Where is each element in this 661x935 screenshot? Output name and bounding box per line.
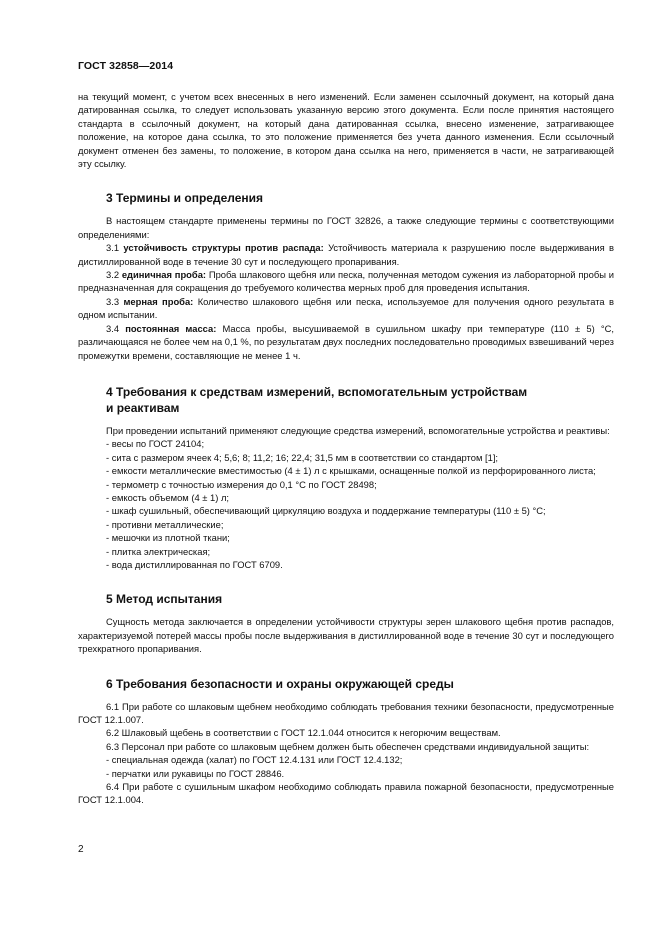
list-item: - мешочки из плотной ткани; <box>106 532 230 544</box>
list-item: - перчатки или рукавицы по ГОСТ 28846. <box>106 767 285 779</box>
term-name: единичная проба: <box>121 269 207 281</box>
document-code-header: ГОСТ 32858—2014 <box>78 60 174 72</box>
page-number: 2 <box>78 844 84 855</box>
list-item: - термометр с точностью измерения до 0,1 °С по ГОСТ 28498; <box>106 478 377 490</box>
term-name: устойчивость структуры против распада: <box>123 242 324 254</box>
list-item: - специальная одежда (халат) по ГОСТ 12.4.131 или ГОСТ 12.4.132; <box>106 754 403 766</box>
term-3-3 <box>78 295 614 322</box>
list-item: - емкости металлические вместимостью (4 ± 1) л с крышками, оснащенные полкой из перфорированного листа; <box>106 465 596 477</box>
list-item: - шкаф сушильный, обеспечивающий циркуляцию воздуха и поддержание температуры (110 ± 5) °С; <box>106 505 546 517</box>
page-body <box>78 90 614 807</box>
term-number: 3.4 <box>106 322 126 334</box>
section-3-title: 3 Термины и определения <box>106 191 264 206</box>
term-number: 3.3 <box>106 295 124 307</box>
term-definition: Проба шлакового щебня или песка, полученная методом сужения из лабораторной пробы и предназначенная для сокращения до требуемого количества мерных проб для проведения испытания. <box>78 269 614 294</box>
section-6-2: 6.2 Шлаковый щебень в соответствии с ГОСТ 12.1.044 относится к негорючим веществам. <box>106 727 501 739</box>
list-item: - сита с размером ячеек 4; 5,6; 8; 11,2; 16; 22,4; 31,5 мм в соответствии со стандартом [1]; <box>106 451 499 463</box>
list-item: - противни металлические; <box>106 518 224 530</box>
term-name: мерная проба: <box>123 295 194 307</box>
term-definition: Количество шлакового щебня или песка, используемое для получения одного результата в одном испытании. <box>78 295 615 321</box>
term-number: 3.2 <box>106 269 122 281</box>
term-definition: Масса пробы, высушиваемой в сушильном шкафу при температуре (110 ± 5) °С, различающаяся не более чем на 0,1 %, по результатам двух последних последовательно проводимых взвешиваний через промежутки времени, составляющие не менее 1 ч. <box>78 322 614 361</box>
list-item: - вода дистиллированная по ГОСТ 6709. <box>106 558 283 570</box>
term-definition: Устойчивость материала к разрушению после выдерживания в дистиллированной воде в течение 30 сут и последующего пропаривания. <box>78 242 615 267</box>
term-name: постоянная масса: <box>125 322 217 334</box>
list-item: - плитка электрическая; <box>106 545 211 557</box>
section-6-title: 6 Требования безопасности и охраны окружающей среды <box>106 676 454 691</box>
section-4-title <box>78 384 614 416</box>
intro-paragraph: на текущий момент, с учетом всех внесенных в него изменений. Если заменен ссылочный документ, на который дана датированная ссылка, то следует использовать указанную версию этого документа. Если после принятия настоящего стандарта в ссылочный документ, на который дана датированная ссылка, внесено изменение, затрагивающее положение, на которое дана ссылка, то это положение применяется без учета данного изменения. Если ссылочный документ отменен без замены, то положение, в котором дана ссылка на него, применяется в части, не затрагивающей эту ссылку. <box>78 91 614 170</box>
section-6-4: 6.4 При работе с сушильным шкафом необходимо соблюдать правила пожарной безопасности, предусмотренные ГОСТ 12.1.004. <box>78 781 614 806</box>
section-6-1: 6.1 При работе со шлаковым щебнем необходимо соблюдать требования техники безопасности, предусмотренные ГОСТ 12.1.007. <box>78 700 614 725</box>
term-3-1 <box>78 241 614 268</box>
section-5-text: Сущность метода заключается в определении устойчивости структуры зерен шлакового щебня против распадов, характеризуемой потерей массы пробы после выдерживания в дистиллированной воде в течение 30 сут и последующего трехкратного пропаривания. <box>78 616 614 655</box>
section-4-intro: При проведении испытаний применяют следующие средства измерений, вспомогательные устройства и реактивы: <box>106 424 610 436</box>
section-5-title: 5 Метод испытания <box>106 592 223 607</box>
section-6-3: 6.3 Персонал при работе со шлаковым щебнем должен быть обеспечен средствами индивидуальной защиты: <box>106 740 590 752</box>
section-4-title-line-2: и реактивам <box>106 400 180 415</box>
section-4-title-line-1: 4 Требования к средствам измерений, вспомогательным устройствам <box>106 384 528 399</box>
term-number: 3.1 <box>106 242 124 254</box>
term-3-4 <box>78 322 614 362</box>
section-3-intro: В настоящем стандарте применены термины по ГОСТ 32826, а также следующие термины с соответствующими определениями: <box>78 215 614 240</box>
term-3-2 <box>78 268 614 295</box>
list-item: - емкость объемом (4 ± 1) л; <box>106 491 230 503</box>
list-item: - весы по ГОСТ 24104; <box>106 438 205 450</box>
